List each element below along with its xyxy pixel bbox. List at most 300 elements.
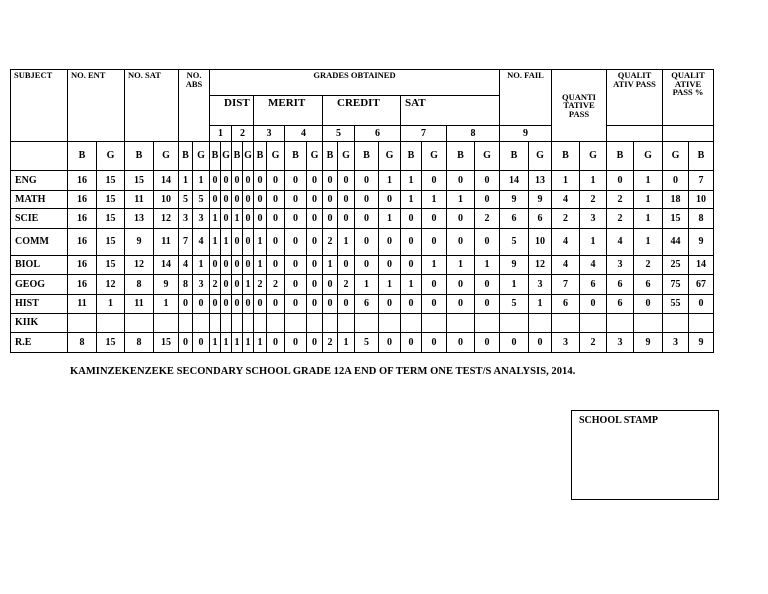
value-cell: 0	[338, 256, 355, 275]
value-cell: 16	[68, 229, 97, 256]
value-cell: 1	[210, 333, 221, 353]
value-cell: 0	[401, 295, 422, 314]
value-cell: 8	[68, 333, 97, 353]
value-cell: 15	[97, 191, 125, 209]
value-cell: 0	[267, 295, 285, 314]
value-cell: 0	[447, 171, 475, 191]
value-cell: 16	[68, 256, 97, 275]
gender-label: B	[355, 142, 379, 171]
value-cell: 1	[634, 191, 663, 209]
gender-label: G	[243, 142, 254, 171]
gender-label: G	[663, 142, 689, 171]
value-cell: 0	[422, 171, 447, 191]
value-cell: 0	[243, 256, 254, 275]
value-cell: 0	[323, 209, 338, 229]
value-cell: 0	[267, 256, 285, 275]
value-cell: 0	[422, 209, 447, 229]
value-cell	[663, 314, 689, 333]
value-cell	[401, 314, 422, 333]
value-cell	[379, 314, 401, 333]
value-cell: 2	[607, 209, 634, 229]
value-cell: 0	[355, 191, 379, 209]
value-cell: 0	[475, 229, 500, 256]
value-cell: 0	[221, 275, 232, 295]
value-cell: 0	[447, 295, 475, 314]
value-cell: 12	[125, 256, 154, 275]
value-cell: 0	[254, 191, 267, 209]
value-cell: 1	[193, 171, 210, 191]
subject-cell: HIST	[11, 295, 68, 314]
value-cell	[475, 314, 500, 333]
value-cell	[323, 314, 338, 333]
value-cell: 2	[607, 191, 634, 209]
value-cell	[552, 314, 580, 333]
value-cell: 0	[221, 295, 232, 314]
value-cell: 8	[125, 275, 154, 295]
grade-number: 8	[447, 126, 500, 142]
value-cell: 3	[193, 209, 210, 229]
value-cell: 1	[254, 333, 267, 353]
table-row	[11, 314, 714, 333]
value-cell: 0	[401, 229, 422, 256]
value-cell: 2	[254, 275, 267, 295]
value-cell	[97, 314, 125, 333]
value-cell: 11	[154, 229, 179, 256]
value-cell: 1	[401, 275, 422, 295]
value-cell	[355, 314, 379, 333]
value-cell: 6	[607, 295, 634, 314]
value-cell: 16	[68, 191, 97, 209]
value-cell: 4	[552, 191, 580, 209]
value-cell: 0	[221, 209, 232, 229]
value-cell: 6	[529, 209, 552, 229]
grade-number: 3	[254, 126, 285, 142]
gender-label: G	[422, 142, 447, 171]
value-cell	[529, 314, 552, 333]
gender-label: B	[125, 142, 154, 171]
value-cell: 67	[689, 275, 714, 295]
value-cell: 3	[179, 209, 193, 229]
value-cell: 0	[267, 209, 285, 229]
value-cell: 44	[663, 229, 689, 256]
value-cell: 1	[447, 256, 475, 275]
table-row	[11, 333, 714, 353]
value-cell: 25	[663, 256, 689, 275]
value-cell: 0	[607, 171, 634, 191]
value-cell: 4	[607, 229, 634, 256]
value-cell: 0	[285, 333, 307, 353]
value-cell: 0	[285, 191, 307, 209]
value-cell: 1	[243, 333, 254, 353]
gender-label: B	[323, 142, 338, 171]
grade-group-sat: SAT	[401, 96, 500, 126]
subject-cell: ENG	[11, 171, 68, 191]
value-cell: 5	[500, 229, 529, 256]
value-cell: 1	[193, 256, 210, 275]
value-cell: 1	[355, 275, 379, 295]
qualitative-pass-header: QUALIT ATIV PASS	[607, 70, 663, 126]
value-cell	[243, 314, 254, 333]
gender-label: G	[97, 142, 125, 171]
value-cell: 0	[243, 191, 254, 209]
value-cell: 1	[580, 171, 607, 191]
value-cell: 0	[210, 256, 221, 275]
value-cell: 16	[68, 209, 97, 229]
grade-number: 6	[355, 126, 401, 142]
value-cell: 1	[254, 229, 267, 256]
value-cell: 0	[285, 229, 307, 256]
value-cell: 0	[221, 256, 232, 275]
value-cell	[221, 314, 232, 333]
value-cell: 1	[210, 229, 221, 256]
gender-label: B	[210, 142, 221, 171]
value-cell: 0	[254, 209, 267, 229]
value-cell: 0	[500, 333, 529, 353]
value-cell: 0	[307, 191, 323, 209]
value-cell: 0	[338, 171, 355, 191]
subject-cell: BIOL	[11, 256, 68, 275]
value-cell: 7	[689, 171, 714, 191]
value-cell: 1	[338, 229, 355, 256]
value-cell: 0	[285, 209, 307, 229]
value-cell: 15	[154, 333, 179, 353]
value-cell: 9	[500, 191, 529, 209]
value-cell: 15	[97, 333, 125, 353]
value-cell: 0	[307, 229, 323, 256]
value-cell: 1	[323, 256, 338, 275]
value-cell: 0	[232, 171, 243, 191]
value-cell: 0	[379, 295, 401, 314]
value-cell: 0	[232, 295, 243, 314]
value-cell: 0	[379, 256, 401, 275]
gender-label: B	[254, 142, 267, 171]
value-cell: 1	[401, 171, 422, 191]
value-cell: 1	[232, 333, 243, 353]
value-cell: 10	[529, 229, 552, 256]
value-cell	[338, 314, 355, 333]
subject-header: SUBJECT	[11, 70, 68, 142]
no-sat-header: NO. SAT	[125, 70, 179, 142]
grade-number: 4	[285, 126, 323, 142]
value-cell: 2	[580, 191, 607, 209]
value-cell	[689, 314, 714, 333]
table-row	[11, 191, 714, 209]
value-cell: 13	[125, 209, 154, 229]
value-cell	[422, 314, 447, 333]
value-cell: 4	[552, 229, 580, 256]
value-cell: 4	[580, 256, 607, 275]
value-cell: 1	[422, 191, 447, 209]
value-cell: 0	[254, 295, 267, 314]
value-cell: 3	[607, 333, 634, 353]
gender-label: B	[689, 142, 714, 171]
value-cell: 0	[379, 333, 401, 353]
value-cell: 0	[267, 191, 285, 209]
gender-label: G	[154, 142, 179, 171]
value-cell: 0	[243, 171, 254, 191]
gender-label: G	[529, 142, 552, 171]
value-cell: 14	[154, 256, 179, 275]
value-cell: 0	[210, 295, 221, 314]
value-cell	[154, 314, 179, 333]
value-cell: 0	[422, 275, 447, 295]
value-cell: 1	[580, 229, 607, 256]
grade-group-dist: DIST	[210, 96, 254, 126]
value-cell	[68, 314, 97, 333]
value-cell: 0	[447, 333, 475, 353]
value-cell: 0	[401, 333, 422, 353]
gender-label: G	[267, 142, 285, 171]
value-cell: 13	[529, 171, 552, 191]
value-cell: 0	[422, 295, 447, 314]
value-cell: 0	[307, 333, 323, 353]
gender-label: B	[179, 142, 193, 171]
value-cell	[580, 314, 607, 333]
value-cell: 9	[154, 275, 179, 295]
value-cell: 0	[221, 191, 232, 209]
gender-label: B	[447, 142, 475, 171]
grade-number: 9	[500, 126, 552, 142]
value-cell: 2	[323, 229, 338, 256]
value-cell: 55	[663, 295, 689, 314]
grade-number: 2	[232, 126, 254, 142]
value-cell: 0	[232, 229, 243, 256]
value-cell: 10	[154, 191, 179, 209]
quantitative-pass-header: QUANTI TATIVE PASS	[552, 70, 607, 142]
value-cell: 1	[500, 275, 529, 295]
value-cell: 1	[529, 295, 552, 314]
value-cell: 0	[447, 275, 475, 295]
value-cell: 6	[500, 209, 529, 229]
gender-label: B	[607, 142, 634, 171]
gender-label: G	[193, 142, 210, 171]
value-cell: 3	[607, 256, 634, 275]
value-cell: 12	[529, 256, 552, 275]
value-cell: 4	[179, 256, 193, 275]
value-cell: 8	[179, 275, 193, 295]
value-cell: 9	[529, 191, 552, 209]
value-cell: 0	[355, 256, 379, 275]
grade-number: 5	[323, 126, 355, 142]
value-cell: 11	[125, 295, 154, 314]
gender-label: G	[580, 142, 607, 171]
value-cell: 0	[307, 256, 323, 275]
empty-cell	[11, 142, 68, 171]
value-cell: 3	[529, 275, 552, 295]
value-cell: 0	[307, 209, 323, 229]
value-cell: 2	[267, 275, 285, 295]
value-cell: 15	[97, 256, 125, 275]
value-cell	[232, 314, 243, 333]
value-cell: 6	[634, 275, 663, 295]
value-cell: 1	[254, 256, 267, 275]
value-cell: 15	[97, 229, 125, 256]
value-cell: 0	[447, 229, 475, 256]
value-cell: 0	[689, 295, 714, 314]
school-stamp-box	[571, 410, 719, 500]
value-cell: 14	[500, 171, 529, 191]
gender-label: B	[68, 142, 97, 171]
value-cell: 75	[663, 275, 689, 295]
value-cell: 10	[689, 191, 714, 209]
value-cell: 5	[179, 191, 193, 209]
value-cell: 15	[125, 171, 154, 191]
value-cell: 2	[338, 275, 355, 295]
empty-cell	[663, 126, 714, 142]
gender-label: G	[338, 142, 355, 171]
analysis-table	[10, 69, 714, 353]
table-row	[11, 171, 714, 191]
value-cell: 1	[221, 333, 232, 353]
value-cell: 9	[689, 229, 714, 256]
value-cell: 0	[193, 333, 210, 353]
gender-label: B	[500, 142, 529, 171]
value-cell: 0	[285, 295, 307, 314]
value-cell: 2	[580, 333, 607, 353]
value-cell: 0	[475, 171, 500, 191]
value-cell: 2	[552, 209, 580, 229]
value-cell: 0	[401, 256, 422, 275]
value-cell: 0	[422, 229, 447, 256]
value-cell: 5	[355, 333, 379, 353]
value-cell: 0	[210, 171, 221, 191]
value-cell: 0	[221, 171, 232, 191]
no-ent-header: NO. ENT	[68, 70, 125, 142]
no-abs-header: NO. ABS	[179, 70, 210, 142]
gender-label: G	[379, 142, 401, 171]
value-cell: 0	[379, 191, 401, 209]
subject-cell: COMM	[11, 229, 68, 256]
no-fail-header: NO. FAIL	[500, 70, 552, 126]
value-cell	[447, 314, 475, 333]
value-cell: 0	[285, 256, 307, 275]
gender-label: B	[552, 142, 580, 171]
value-cell: 0	[243, 229, 254, 256]
value-cell: 1	[475, 256, 500, 275]
value-cell: 1	[552, 171, 580, 191]
value-cell: 1	[243, 275, 254, 295]
value-cell: 9	[125, 229, 154, 256]
value-cell: 0	[285, 171, 307, 191]
school-stamp-label: SCHOOL STAMP	[579, 415, 658, 426]
value-cell: 1	[634, 209, 663, 229]
value-cell: 3	[193, 275, 210, 295]
value-cell: 0	[285, 275, 307, 295]
value-cell: 0	[475, 275, 500, 295]
value-cell: 0	[447, 209, 475, 229]
value-cell: 1	[634, 171, 663, 191]
value-cell: 9	[500, 256, 529, 275]
table-row	[11, 295, 714, 314]
value-cell: 0	[232, 256, 243, 275]
value-cell: 18	[663, 191, 689, 209]
value-cell: 0	[307, 171, 323, 191]
subject-cell: MATH	[11, 191, 68, 209]
value-cell: 0	[243, 209, 254, 229]
value-cell: 0	[193, 295, 210, 314]
value-cell: 0	[210, 191, 221, 209]
gender-label: B	[401, 142, 422, 171]
value-cell: 0	[475, 333, 500, 353]
value-cell: 0	[580, 295, 607, 314]
value-cell: 0	[307, 275, 323, 295]
value-cell: 0	[232, 275, 243, 295]
value-cell: 0	[267, 333, 285, 353]
table-row	[11, 229, 714, 256]
value-cell: 0	[338, 295, 355, 314]
value-cell: 1	[379, 275, 401, 295]
value-cell: 15	[663, 209, 689, 229]
value-cell: 1	[97, 295, 125, 314]
subject-cell: KIIK	[11, 314, 68, 333]
value-cell: 1	[379, 171, 401, 191]
value-cell: 0	[243, 295, 254, 314]
subject-cell: R.E	[11, 333, 68, 353]
value-cell: 0	[634, 295, 663, 314]
value-cell: 1	[447, 191, 475, 209]
value-cell: 8	[689, 209, 714, 229]
value-cell	[193, 314, 210, 333]
value-cell: 14	[154, 171, 179, 191]
value-cell	[179, 314, 193, 333]
qualitative-pass-pct-header: QUALIT ATIVE PASS %	[663, 70, 714, 126]
value-cell: 6	[607, 275, 634, 295]
value-cell: 0	[323, 295, 338, 314]
gender-label: B	[285, 142, 307, 171]
value-cell: 1	[221, 229, 232, 256]
value-cell: 0	[355, 171, 379, 191]
value-cell: 11	[125, 191, 154, 209]
value-cell: 15	[97, 209, 125, 229]
value-cell	[254, 314, 267, 333]
value-cell: 11	[68, 295, 97, 314]
value-cell: 6	[552, 295, 580, 314]
gender-label: G	[475, 142, 500, 171]
value-cell: 0	[663, 171, 689, 191]
value-cell: 7	[179, 229, 193, 256]
value-cell: 6	[580, 275, 607, 295]
value-cell	[307, 314, 323, 333]
value-cell	[607, 314, 634, 333]
table-row	[11, 256, 714, 275]
empty-cell	[607, 126, 663, 142]
value-cell: 0	[323, 275, 338, 295]
value-cell	[125, 314, 154, 333]
value-cell: 0	[179, 295, 193, 314]
value-cell: 0	[307, 295, 323, 314]
gender-label: G	[221, 142, 232, 171]
value-cell: 1	[379, 209, 401, 229]
gender-label: G	[634, 142, 663, 171]
value-cell: 0	[323, 191, 338, 209]
value-cell: 6	[355, 295, 379, 314]
value-cell: 16	[68, 275, 97, 295]
value-cell	[210, 314, 221, 333]
grade-number: 1	[210, 126, 232, 142]
value-cell: 0	[379, 229, 401, 256]
table-row	[11, 209, 714, 229]
value-cell: 9	[689, 333, 714, 353]
value-cell: 0	[323, 171, 338, 191]
value-cell: 2	[634, 256, 663, 275]
value-cell: 5	[193, 191, 210, 209]
grade-number: 7	[401, 126, 447, 142]
value-cell	[500, 314, 529, 333]
subject-cell: SCIE	[11, 209, 68, 229]
value-cell: 0	[267, 171, 285, 191]
grades-obtained-header: GRADES OBTAINED	[210, 70, 500, 96]
value-cell: 12	[97, 275, 125, 295]
